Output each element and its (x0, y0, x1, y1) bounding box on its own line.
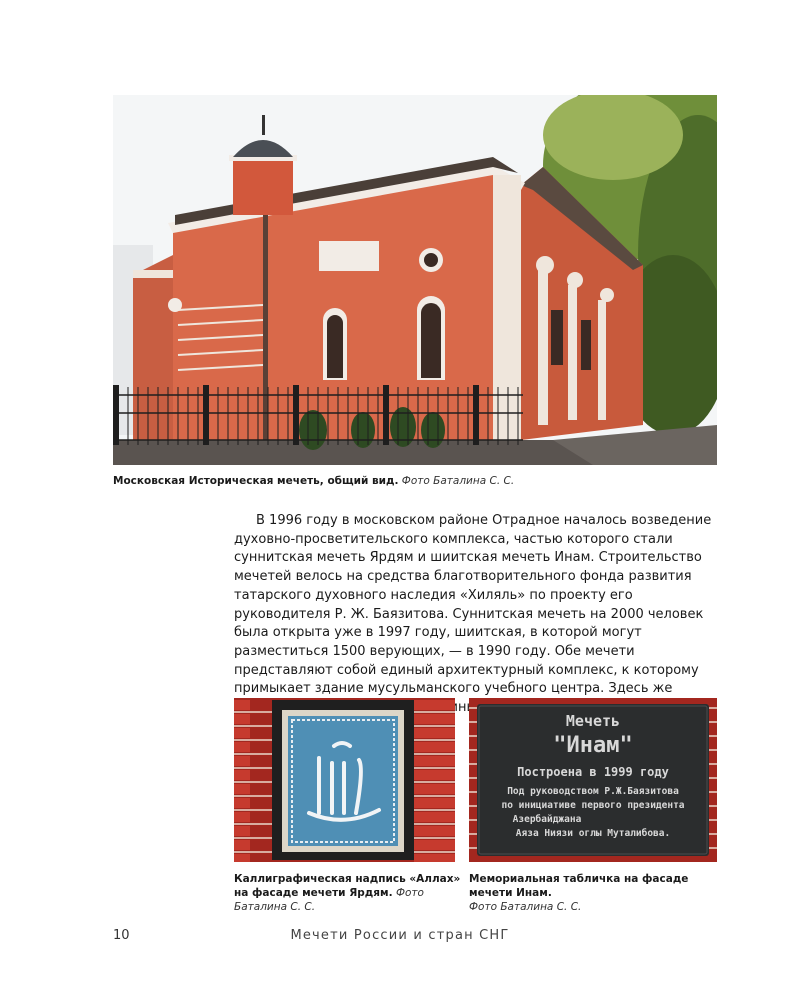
plaque-caption-title: Мемориальная табличка на фасаде мечети Инам. (469, 873, 689, 899)
mosque-main-photo (113, 95, 717, 465)
plaque-line-1: Мечеть (565, 712, 621, 730)
plaque-caption (469, 872, 729, 914)
plaque-line-4: Под руководством Р.Ж.Баязитова (507, 786, 679, 797)
plaque-line-5: по инициативе первого президента (501, 800, 685, 811)
calligraphy-caption-line1: Каллиграфическая надпись «Аллах» (234, 873, 461, 885)
calligraphy-photo (234, 698, 455, 862)
calligraphy-caption (234, 872, 464, 914)
plaque-line-3: Построена в 1999 году (517, 765, 669, 779)
body-paragraph: В 1996 году в московском районе Отрадное началось возведение духовно-просветительского комплекса, частью которого стали суннитская мечеть Ярдям и шиитская мечеть Инам. Строительство мечетей велось на средства благотворительного фонда развития татарского духовного наследия «Хиляль» по проекту его руководителя Р. Ж. Баязитова. Суннитская мечеть на 2000 человек была открыта уже в 1997 году, шиитская, в которой могут разместиться 1500 верующих, — в 1990 году. Обе мечети представляют собой единый архитектурный комплекс, к которому примыкает здание мусульманского учебного центра. Здесь же (234, 513, 712, 697)
page-number: 10 (113, 928, 130, 943)
plaque-line-2: "Инам" (553, 733, 633, 758)
running-title: Мечети России и стран СНГ (290, 928, 510, 943)
memorial-plaque-illustration (469, 698, 717, 862)
main-caption-credit: Фото Баталина С. С. (401, 475, 515, 487)
main-photo-caption (113, 474, 713, 488)
plaque-caption-credit: Фото Баталина С. С. (469, 901, 582, 913)
plaque-line-7: Аяза Ниязи оглы Муталибова. (515, 828, 671, 839)
memorial-plaque-photo (469, 698, 717, 862)
plaque-line-6: Азербайджана (512, 814, 582, 825)
calligraphy-caption-credit: Фото Баталина С. С. (234, 887, 424, 913)
main-caption-title: Московская Историческая мечеть, общий вид. (113, 475, 399, 487)
calligraphy-caption-line2: на фасаде мечети Ярдям. (234, 887, 393, 899)
mosque-building-illustration (113, 95, 717, 465)
calligraphy-panel-illustration (234, 698, 455, 862)
